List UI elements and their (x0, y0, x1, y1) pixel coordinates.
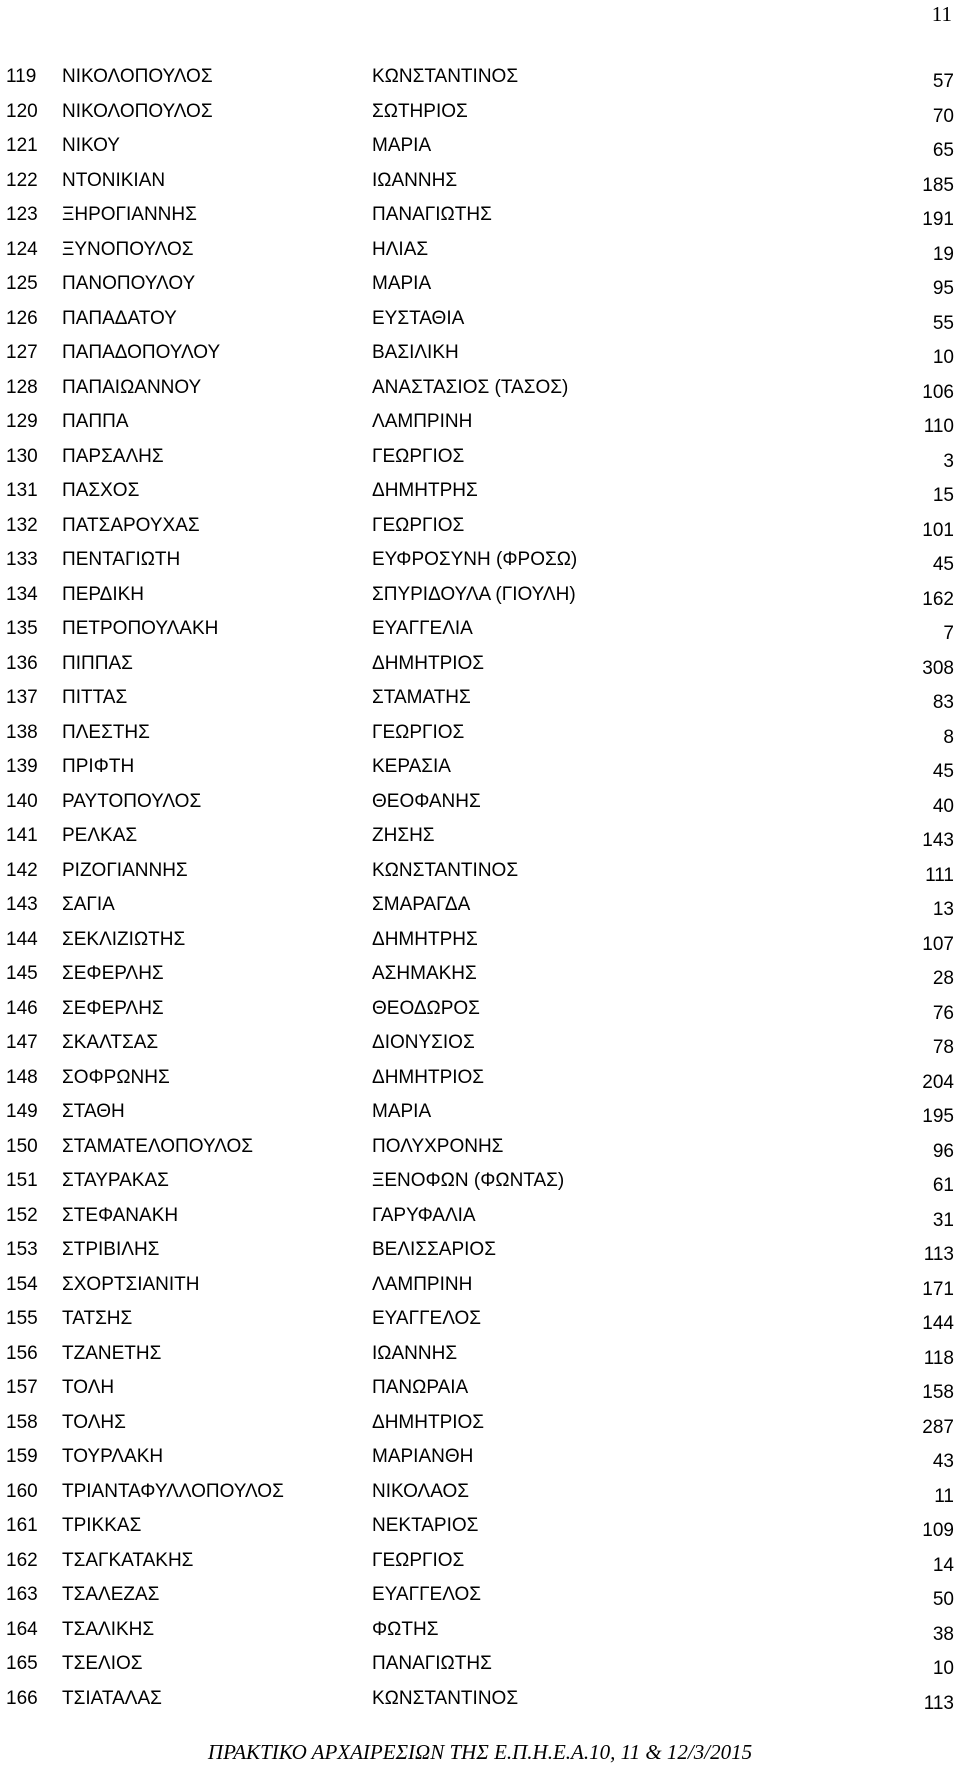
surname-cell: ΣΕΦΕΡΛΗΣ (62, 963, 164, 984)
row-number: 151 (6, 1170, 38, 1191)
table-row (0, 819, 960, 854)
first-name-cell: ΛΑΜΠΡΙΝΗ (372, 1273, 473, 1295)
row-number: 149 (6, 1101, 38, 1122)
table-row (0, 923, 960, 958)
table-row (0, 233, 960, 268)
votes-cell: 107 (922, 933, 954, 955)
table-row (0, 1578, 960, 1613)
votes-cell: 61 (932, 1175, 954, 1196)
table-row (0, 164, 960, 199)
first-name-cell: ΜΑΡΙΑ (372, 1101, 432, 1122)
surname-cell: ΠΑΤΣΑΡΟΥΧΑΣ (62, 514, 200, 536)
table-row (0, 1199, 960, 1234)
row-number: 161 (6, 1515, 38, 1536)
table-row (0, 1302, 960, 1337)
row-number: 140 (6, 790, 38, 812)
table-row (0, 1440, 960, 1475)
votes-cell: 13 (932, 899, 954, 920)
row-number: 145 (6, 963, 38, 984)
row-number: 130 (6, 445, 38, 467)
row-number: 122 (6, 169, 38, 191)
table-row (0, 198, 960, 233)
row-number: 139 (6, 756, 38, 777)
table-row (0, 888, 960, 923)
first-name-cell: ΣΤΑΜΑΤΗΣ (372, 687, 471, 708)
first-name-cell: ΣΠΥΡΙΔΟΥΛΑ (ΓΙΟΥΛΗ) (372, 583, 576, 605)
surname-cell: ΣΧΟΡΤΣΙΑΝΙΤΗ (62, 1273, 200, 1295)
first-name-cell: ΛΑΜΠΡΙΝΗ (372, 411, 473, 432)
votes-cell: 38 (932, 1623, 954, 1645)
votes-cell: 45 (932, 761, 954, 782)
first-name-cell: ΕΥΑΓΓΕΛΟΣ (372, 1308, 482, 1329)
votes-cell: 287 (922, 1416, 954, 1438)
row-number: 131 (6, 480, 38, 501)
table-row (0, 681, 960, 716)
table-row (0, 716, 960, 751)
first-name-cell: ΔΗΜΗΤΡΗΣ (372, 480, 478, 501)
votes-cell: 70 (932, 105, 954, 127)
row-number: 127 (6, 342, 38, 363)
table-row (0, 267, 960, 302)
row-number: 138 (6, 721, 38, 743)
row-number: 157 (6, 1377, 38, 1398)
surname-cell: ΝΙΚΟΛΟΠΟΥΛΟΣ (62, 100, 213, 122)
table-row (0, 1406, 960, 1441)
surname-cell: ΠΑΠΠΑ (62, 411, 129, 432)
votes-cell: 15 (932, 485, 954, 506)
first-name-cell: ΚΩΝΣΤΑΝΤΙΝΟΣ (372, 66, 519, 87)
surname-cell: ΠΑΠΑΔΟΠΟΥΛΟΥ (62, 342, 221, 363)
surname-cell: ΤΣΕΛΙΟΣ (62, 1653, 143, 1674)
surname-cell: ΡΙΖΟΓΙΑΝΝΗΣ (62, 859, 188, 881)
table-row (0, 129, 960, 164)
table-row (0, 474, 960, 509)
row-number: 133 (6, 549, 38, 570)
row-number: 147 (6, 1032, 38, 1053)
row-number: 128 (6, 376, 38, 398)
surname-cell: ΣΟΦΡΩΝΗΣ (62, 1066, 170, 1088)
votes-cell: 110 (923, 416, 954, 437)
table-row (0, 1475, 960, 1510)
votes-cell: 113 (923, 1244, 954, 1265)
table-row (0, 578, 960, 613)
first-name-cell: ΠΑΝΩΡΑΙΑ (372, 1377, 469, 1398)
row-number: 150 (6, 1135, 38, 1157)
surname-cell: ΤΣΙΑΤΑΛΑΣ (62, 1687, 162, 1709)
row-number: 137 (6, 687, 38, 708)
table-row (0, 1026, 960, 1061)
first-name-cell: ΚΩΝΣΤΑΝΤΙΝΟΣ (372, 859, 519, 881)
row-number: 159 (6, 1446, 38, 1467)
votes-cell: 101 (922, 519, 954, 541)
votes-cell: 28 (932, 968, 954, 989)
first-name-cell: ΜΑΡΙΑ (372, 135, 432, 156)
first-name-cell: ΔΗΜΗΤΡΙΟΣ (372, 1411, 485, 1433)
votes-cell: 308 (922, 657, 954, 679)
first-name-cell: ΓΕΩΡΓΙΟΣ (372, 1549, 465, 1571)
row-number: 144 (6, 928, 38, 950)
row-number: 158 (6, 1411, 38, 1433)
row-number: 134 (6, 583, 38, 605)
table-row (0, 371, 960, 406)
row-number: 135 (6, 618, 38, 639)
votes-cell: 113 (923, 1692, 954, 1714)
row-number: 156 (6, 1342, 38, 1364)
surname-cell: ΣΤΑΜΑΤΕΛΟΠΟΥΛΟΣ (62, 1135, 254, 1157)
votes-cell: 195 (922, 1106, 954, 1127)
first-name-cell: ΔΗΜΗΤΡΙΟΣ (372, 652, 485, 674)
surname-cell: ΣΕΚΛΙΖΙΩΤΗΣ (62, 928, 186, 950)
votes-cell: 8 (943, 726, 954, 748)
row-number: 143 (6, 894, 38, 915)
surname-cell: ΠΑΡΣΑΛΗΣ (62, 445, 164, 467)
table-row (0, 1268, 960, 1303)
table-row (0, 785, 960, 820)
votes-cell: 43 (932, 1451, 954, 1472)
table-row (0, 95, 960, 130)
surname-cell: ΣΚΑΛΤΣΑΣ (62, 1032, 159, 1053)
row-number: 165 (6, 1653, 38, 1674)
row-number: 152 (6, 1204, 38, 1226)
votes-cell: 40 (932, 795, 954, 817)
votes-cell: 144 (922, 1313, 954, 1334)
first-name-cell: ΕΥΑΓΓΕΛΟΣ (372, 1584, 482, 1605)
row-number: 155 (6, 1308, 38, 1329)
first-name-cell: ΖΗΣΗΣ (372, 825, 435, 846)
surname-cell: ΣΤΑΥΡΑΚΑΣ (62, 1170, 169, 1191)
first-name-cell: ΑΝΑΣΤΑΣΙΟΣ (ΤΑΣΟΣ) (372, 376, 569, 398)
table-row (0, 60, 960, 95)
surname-cell: ΤΣΑΓΚΑΤΑΚΗΣ (62, 1549, 194, 1571)
first-name-cell: ΕΥΑΓΓΕΛΙΑ (372, 618, 473, 639)
first-name-cell: ΓΕΩΡΓΙΟΣ (372, 721, 465, 743)
votes-cell: 185 (922, 174, 954, 196)
surname-cell: ΠΑΠΑΙΩΑΝΝΟΥ (62, 376, 202, 398)
table-row (0, 440, 960, 475)
table-row (0, 302, 960, 337)
surname-cell: ΞΗΡΟΓΙΑΝΝΗΣ (62, 204, 197, 225)
first-name-cell: ΚΩΝΣΤΑΝΤΙΝΟΣ (372, 1687, 519, 1709)
first-name-cell: ΠΑΝΑΓΙΩΤΗΣ (372, 1653, 492, 1674)
row-number: 126 (6, 307, 38, 329)
votes-cell: 45 (932, 554, 954, 575)
table-row (0, 1130, 960, 1165)
first-name-cell: ΘΕΟΔΩΡΟΣ (372, 997, 480, 1019)
surname-cell: ΠΕΤΡΟΠΟΥΛΑΚΗ (62, 618, 219, 639)
first-name-cell: ΣΜΑΡΑΓΔΑ (372, 894, 471, 915)
page-footer: ΠΡΑΚΤΙΚΟ ΑΡΧΑΙΡΕΣΙΩΝ ΤΗΣ Ε.Π.Η.Ε.Α.10, 11 & 12/3/2015 (207, 1740, 753, 1764)
surname-cell: ΠΑΝΟΠΟΥΛΟΥ (62, 273, 196, 294)
surname-cell: ΠΛΕΣΤΗΣ (62, 721, 150, 743)
votes-cell: 109 (922, 1520, 954, 1541)
table-row (0, 750, 960, 785)
first-name-cell: ΜΑΡΙΑΝΘΗ (372, 1446, 474, 1467)
table-row (0, 1682, 960, 1717)
row-number: 163 (6, 1584, 38, 1605)
first-name-cell: ΙΩΑΝΝΗΣ (372, 169, 458, 191)
first-name-cell: ΘΕΟΦΑΝΗΣ (372, 790, 481, 812)
surname-cell: ΞΥΝΟΠΟΥΛΟΣ (62, 238, 194, 260)
votes-cell: 14 (932, 1554, 954, 1576)
row-number: 164 (6, 1618, 38, 1640)
first-name-cell: ΓΕΩΡΓΙΟΣ (372, 514, 465, 536)
row-number: 120 (6, 100, 38, 122)
surname-cell: ΤΡΙΑΝΤΑΦΥΛΛΟΠΟΥΛΟΣ (62, 1480, 284, 1502)
surname-cell: ΡΑΥΤΟΠΟΥΛΟΣ (62, 790, 202, 812)
row-number: 141 (6, 825, 38, 846)
table-row (0, 1544, 960, 1579)
surname-cell: ΤΣΑΛΕΖΑΣ (62, 1584, 160, 1605)
first-name-cell: ΑΣΗΜΑΚΗΣ (372, 963, 477, 984)
surname-cell: ΠΡΙΦΤΗ (62, 756, 135, 777)
surname-cell: ΤΖΑΝΕΤΗΣ (62, 1342, 162, 1364)
votes-cell: 31 (932, 1209, 954, 1231)
surname-cell: ΠΕΝΤΑΓΙΩΤΗ (62, 549, 181, 570)
table-row (0, 1647, 960, 1682)
row-number: 123 (6, 204, 38, 225)
first-name-cell: ΓΑΡΥΦΑΛΙΑ (372, 1204, 476, 1226)
row-number: 129 (6, 411, 38, 432)
votes-cell: 10 (932, 1658, 954, 1679)
table-row (0, 405, 960, 440)
row-number: 136 (6, 652, 38, 674)
first-name-cell: ΕΥΣΤΑΘΙΑ (372, 307, 465, 329)
first-name-cell: ΕΥΦΡΟΣΥΝΗ (ΦΡΟΣΩ) (372, 549, 578, 570)
first-name-cell: ΝΕΚΤΑΡΙΟΣ (372, 1515, 479, 1536)
votes-cell: 191 (922, 209, 954, 230)
table-row (0, 1371, 960, 1406)
votes-cell: 19 (932, 243, 954, 265)
votes-cell: 78 (932, 1037, 954, 1058)
row-number: 124 (6, 238, 38, 260)
votes-cell: 204 (922, 1071, 954, 1093)
votes-cell: 76 (932, 1002, 954, 1024)
votes-cell: 3 (943, 450, 954, 472)
row-number: 132 (6, 514, 38, 536)
surname-cell: ΣΑΓΙΑ (62, 894, 115, 915)
row-number: 119 (6, 66, 37, 87)
row-number: 154 (6, 1273, 38, 1295)
votes-cell: 158 (922, 1382, 954, 1403)
surname-cell: ΠΙΠΠΑΣ (62, 652, 133, 674)
table-row (0, 543, 960, 578)
votes-cell: 111 (925, 864, 954, 886)
votes-cell: 65 (932, 140, 954, 161)
page-number: 11 (931, 2, 952, 26)
surname-cell: ΤΡΙΚΚΑΣ (62, 1515, 142, 1536)
table-row (0, 1095, 960, 1130)
votes-cell: 57 (932, 71, 954, 92)
first-name-cell: ΔΙΟΝΥΣΙΟΣ (372, 1032, 475, 1053)
surname-cell: ΤΟΥΡΛΑΚΗ (62, 1446, 164, 1467)
votes-cell: 171 (922, 1278, 954, 1300)
table-row (0, 1164, 960, 1199)
votes-cell: 50 (932, 1589, 954, 1610)
first-name-cell: ΒΕΛΙΣΣΑΡΙΟΣ (372, 1239, 496, 1260)
row-number: 166 (6, 1687, 38, 1709)
surname-cell: ΡΕΛΚΑΣ (62, 825, 138, 846)
first-name-cell: ΜΑΡΙΑ (372, 273, 432, 294)
table-row (0, 1061, 960, 1096)
first-name-cell: ΒΑΣΙΛΙΚΗ (372, 342, 459, 363)
surname-cell: ΠΑΠΑΔΑΤΟΥ (62, 307, 177, 329)
surname-cell: ΝΤΟΝΙΚΙΑΝ (62, 169, 166, 191)
surname-cell: ΝΙΚΟΛΟΠΟΥΛΟΣ (62, 66, 213, 87)
table-row (0, 612, 960, 647)
first-name-cell: ΓΕΩΡΓΙΟΣ (372, 445, 465, 467)
table-row (0, 647, 960, 682)
surname-cell: ΤΟΛΗ (62, 1377, 115, 1398)
first-name-cell: ΞΕΝΟΦΩΝ (ΦΩΝΤΑΣ) (372, 1170, 565, 1191)
first-name-cell: ΔΗΜΗΤΡΗΣ (372, 928, 478, 950)
votes-cell: 118 (923, 1347, 954, 1369)
table-row (0, 1337, 960, 1372)
votes-cell: 162 (922, 588, 954, 610)
row-number: 160 (6, 1480, 38, 1502)
table-row (0, 336, 960, 371)
first-name-cell: ΠΑΝΑΓΙΩΤΗΣ (372, 204, 492, 225)
surname-cell: ΠΕΡΔΙΚΗ (62, 583, 145, 605)
first-name-cell: ΗΛΙΑΣ (372, 238, 429, 260)
votes-cell: 55 (932, 312, 954, 334)
results-table (0, 60, 960, 1716)
first-name-cell: ΚΕΡΑΣΙΑ (372, 756, 451, 777)
first-name-cell: ΦΩΤΗΣ (372, 1618, 439, 1640)
votes-cell: 143 (922, 830, 954, 851)
row-number: 153 (6, 1239, 38, 1260)
votes-cell: 106 (922, 381, 954, 403)
surname-cell: ΤΟΛΗΣ (62, 1411, 126, 1433)
row-number: 125 (6, 273, 38, 294)
row-number: 162 (6, 1549, 38, 1571)
row-number: 148 (6, 1066, 38, 1088)
table-row (0, 957, 960, 992)
votes-cell: 11 (934, 1485, 954, 1507)
first-name-cell: ΝΙΚΟΛΑΟΣ (372, 1480, 470, 1502)
table-row (0, 1509, 960, 1544)
first-name-cell: ΙΩΑΝΝΗΣ (372, 1342, 458, 1364)
row-number: 142 (6, 859, 38, 881)
first-name-cell: ΔΗΜΗΤΡΙΟΣ (372, 1066, 485, 1088)
surname-cell: ΤΣΑΛΙΚΗΣ (62, 1618, 155, 1640)
votes-cell: 7 (943, 623, 954, 644)
table-row (0, 854, 960, 889)
surname-cell: ΣΕΦΕΡΛΗΣ (62, 997, 164, 1019)
table-row (0, 992, 960, 1027)
first-name-cell: ΣΩΤΗΡΙΟΣ (372, 100, 468, 122)
votes-cell: 10 (932, 347, 954, 368)
surname-cell: ΠΑΣΧΟΣ (62, 480, 140, 501)
votes-cell: 83 (932, 692, 954, 713)
surname-cell: ΣΤΑΘΗ (62, 1101, 125, 1122)
votes-cell: 95 (932, 278, 954, 299)
first-name-cell: ΠΟΛΥΧΡΟΝΗΣ (372, 1135, 504, 1157)
table-row (0, 1233, 960, 1268)
row-number: 121 (6, 135, 38, 156)
table-row (0, 509, 960, 544)
surname-cell: ΝΙΚΟΥ (62, 135, 120, 156)
surname-cell: ΤΑΤΣΗΣ (62, 1308, 133, 1329)
surname-cell: ΠΙΤΤΑΣ (62, 687, 128, 708)
table-row (0, 1613, 960, 1648)
surname-cell: ΣΤΕΦΑΝΑΚΗ (62, 1204, 179, 1226)
votes-cell: 96 (932, 1140, 954, 1162)
row-number: 146 (6, 997, 38, 1019)
surname-cell: ΣΤΡΙΒΙΛΗΣ (62, 1239, 160, 1260)
